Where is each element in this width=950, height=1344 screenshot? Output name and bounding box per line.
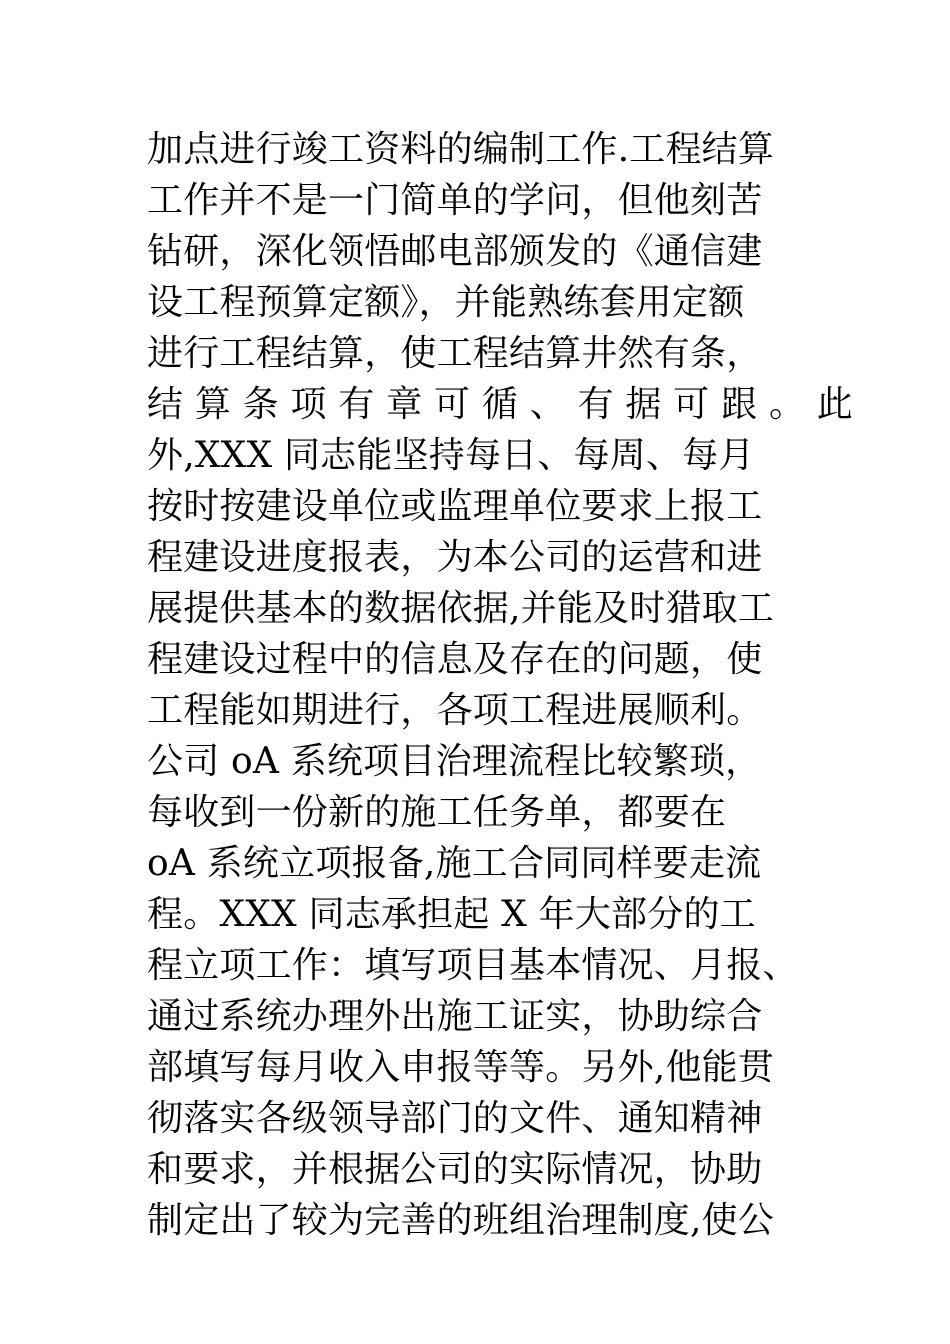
text-line: oA 系统立项报备,施工合同同样要走流: [147, 843, 762, 884]
text-line: 程建设过程中的信息及存在的问题，使: [147, 639, 763, 680]
text-line: 按时按建设单位或监理单位要求上报工: [147, 486, 763, 527]
text-line: 公司 oA 系统项目治理流程比较繁琐，: [147, 741, 762, 782]
text-line: 工程能如期进行，各项工程进展顺利。: [147, 690, 763, 731]
text-line: 制定出了较为完善的班组治理制度,使公: [147, 1200, 775, 1241]
text-line: 程立项工作：填写项目基本情况、月报、: [147, 945, 799, 986]
text-line: 程建设进度报表，为本公司的运营和进: [147, 537, 763, 578]
text-line: 每收到一份新的施工任务单，都要在: [147, 792, 727, 833]
text-line: 部填写每月收入申报等等。另外,他能贯: [147, 1047, 775, 1088]
text-line: 加点进行竣工资料的编制工作.工程结算: [147, 129, 775, 170]
text-line: 钻研，深化领悟邮电部颁发的《通信建: [147, 231, 763, 272]
text-line: 外,XXX 同志能坚持每日、每周、每月: [147, 435, 755, 476]
text-line: 进行工程结算，使工程结算井然有条，: [147, 333, 763, 374]
text-line: 彻落实各级领导部门的文件、通知精神: [147, 1098, 763, 1139]
text-line: 通过系统办理外出施工证实，协助综合: [147, 996, 763, 1037]
text-line: 结 算 条 项 有 章 可 循 、 有 据 可 跟 。 此: [147, 384, 854, 425]
text-line: 和要求，并根据公司的实际情况，协助: [147, 1149, 763, 1190]
text-line: 设工程预算定额》，并能熟练套用定额: [147, 282, 745, 323]
body-paragraph: [147, 124, 854, 1246]
text-line: 工作并不是一门简单的学问，但他刻苦: [147, 180, 763, 221]
text-line: 程。XXX 同志承担起 X 年大部分的工: [147, 894, 756, 935]
text-line: 展提供基本的数据依据,并能及时猎取工: [147, 588, 775, 629]
